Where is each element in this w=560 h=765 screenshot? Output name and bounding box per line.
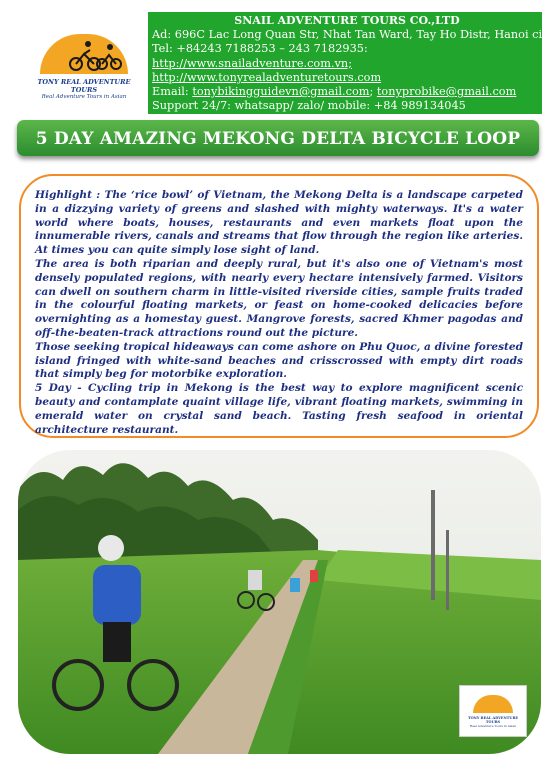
page-header [22,12,556,114]
email-link-2[interactable]: tonyprobike@gmail.com [376,85,517,99]
title-banner [17,120,539,156]
logo-name: TONY REAL ADVENTURE TOURS [37,78,131,94]
photo-watermark-logo [459,685,527,737]
email-line [152,85,542,99]
website-link-2[interactable]: http://www.tonyrealadventuretours.com [152,70,382,84]
highlight-text [35,189,523,437]
page-title: 5 DAY AMAZING MEKONG DELTA BICYCLE LOOP [35,129,521,149]
company-logo [22,12,146,114]
contact-info [148,12,556,114]
watermark-sun-icon [473,695,513,713]
email-separator: ; [369,85,377,99]
watermark-name: TONY REAL ADVENTURE TOURS [467,716,519,724]
logo-tagline: Real Adventure Tours in Asian [41,94,127,100]
highlight-paragraph-1: Highlight : The ‘rice bowl’ of Vietnam, the Mekong Delta is a landscape carpeted in a dizzying variety of greens and slashed with mighty waterways. It's a water world where boats, houses, restaurants and even markets float upon the innumerable rivers, canals and streams that flow through the region like arteries. At times you can quite simply lose sight of land. [35,189,523,257]
highlight-paragraph-3: Those seeking tropical hideaways can come ashore on Phu Quoc, a divine forested island fringed with white-sand beaches and crisscrossed with empty dirt roads that simply beg for motorbike exploration. [35,340,523,381]
email-label: Email: [152,85,193,99]
website-link-1[interactable]: http://www.snailadventure.com.vn; [152,56,352,70]
support-line: Support 24/7: whatsapp/ zalo/ mobile: +84 989134045 [152,99,466,113]
cyclist-icon [62,38,122,72]
phone-line: Tel: +84243 7188253 – 243 7182935: [152,42,368,56]
email-link-1[interactable]: tonybikingguidevn@gmail.com [192,85,370,99]
watermark-tagline: Real Adventure Tours in Asian [469,724,517,728]
company-name: SNAIL ADVENTURE TOURS CO.,LTD [234,14,460,27]
highlight-paragraph-2: The area is both riparian and deeply rural, but it's also one of Vietnam's most densely populated regions, with nearly every hectare intensively farmed. Visitors can dwell on southern charm in little-visited riverside cities, sample fruits traded in the colourful floating markets, or feast on home-cooked delicacies before overnighting as a homestay guest. Mangrove forests, sacred Khmer pagodas and off-the-beaten-track attractions round out the picture. [35,257,523,339]
highlight-paragraph-4: 5 Day - Cycling trip in Mekong is the best way to explore magnificent scenic beauty and contamplate quaint village life, vibrant floating markets, swimming in emerald water on crystal sand beach. Tasting fresh seafood in oriental architecture restaurant. [35,382,523,436]
address-line: Ad: 696C Lac Long Quan Str, Nhat Tan Ward, Tay Ho Distr, Hanoi city, [152,28,556,42]
